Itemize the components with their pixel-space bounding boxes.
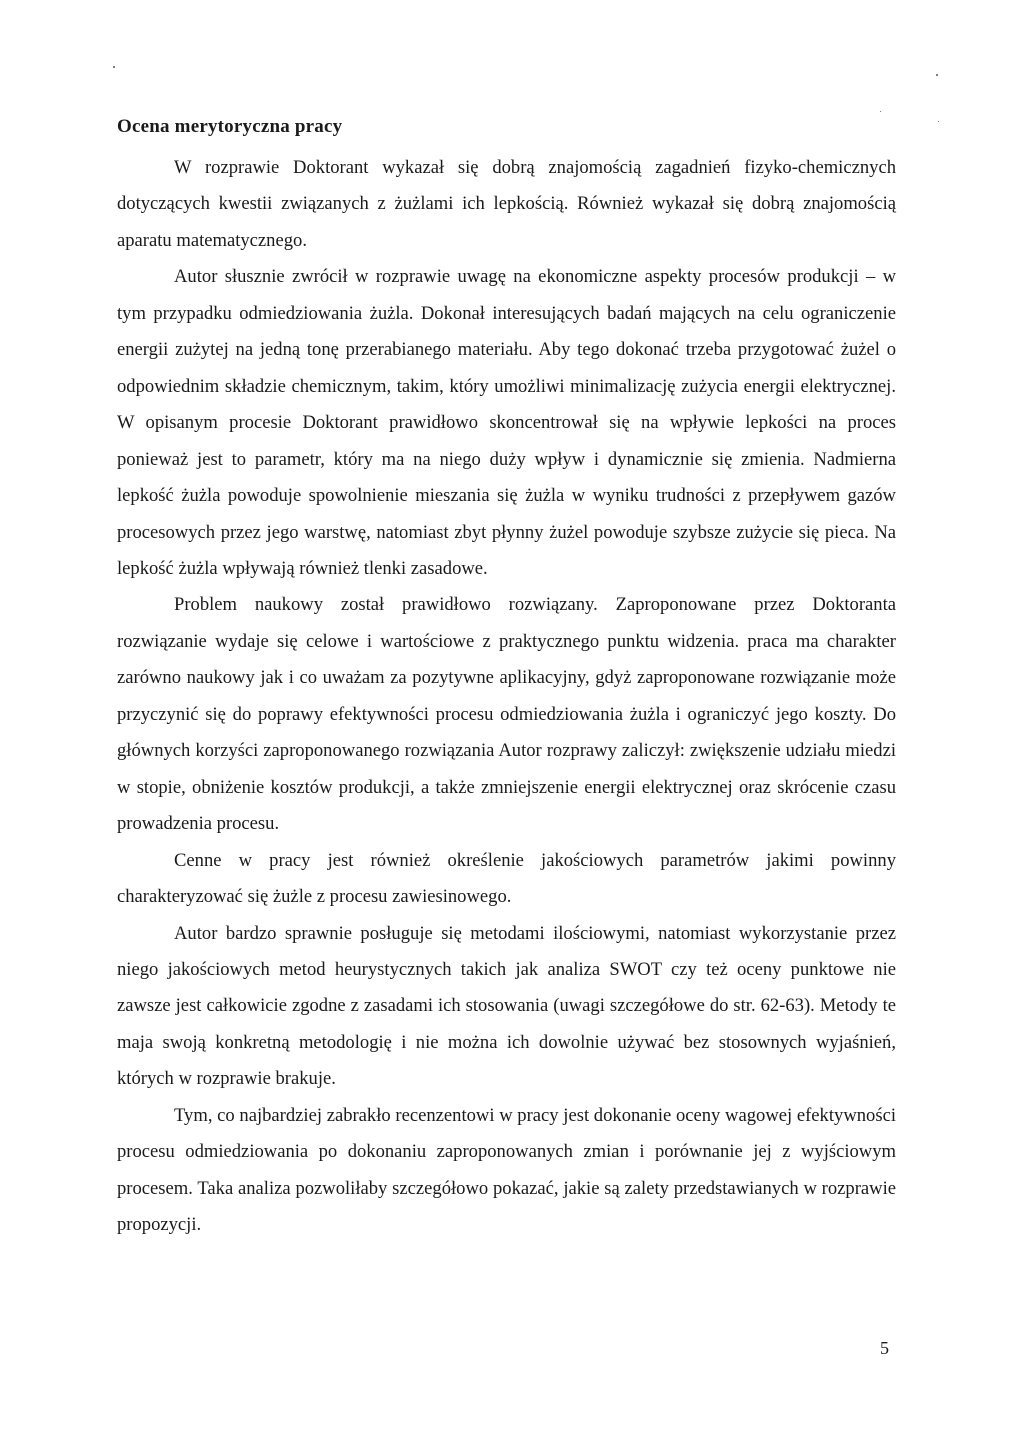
paragraph: Autor słusznie zwrócił w rozprawie uwagę na ekonomiczne aspekty procesów produkcji – w tym przypadku odmiedziowania żużla. Dokonał interesujących badań mających na celu ograniczenie energii zużytej na jedną tonę przerabianego materiału. Aby tego dokonać trzeba przygotować żużel o odpowiednim składzie chemicznym, takim, który umożliwi minimalizację zużycia energii elektrycznej. W opisanym procesie Doktorant prawidłowo skoncentrował się na wpływie lepkości na proces ponieważ jest to parametr, który ma na niego duży wpływ i dynamicznie się zmienia. Nadmierna lepkość żużla powoduje spowolnienie mieszania się żużla w wyniku trudności z przepływem gazów procesowych przez jego warstwę, natomiast zbyt płynny żużel powoduje szybsze zużycie się pieca. Na lepkość żużla wpływają również tlenki zasadowe. xyxy=(117,266,896,579)
paragraph: Problem naukowy został prawidłowo rozwiązany. Zaproponowane przez Doktoranta rozwiązanie wydaje się celowe i wartościowe z praktycznego punktu widzenia. praca ma charakter zarówno naukowy jak i co uważam za pozytywne aplikacyjny, gdyż zaproponowane rozwiązanie może przyczynić się do poprawy efektywności procesu odmiedziowania żużla i ograniczyć jego koszty. Do głównych korzyści zaproponowanego rozwiązania Autor rozprawy zaliczył: zwiększenie udziału miedzi w stopie, obniżenie kosztów produkcji, a także zmniejszenie energii elektrycznej oraz skrócenie czasu prowadzenia procesu. xyxy=(117,594,896,835)
scan-speck xyxy=(880,111,881,112)
section-title: Ocena merytoryczna pracy xyxy=(117,116,343,137)
scan-speck xyxy=(938,121,939,122)
body-text xyxy=(117,150,896,1244)
paragraph: Cenne w pracy jest również określenie jakościowych parametrów jakimi powinny charakteryzować się żużle z procesu zawiesinowego. xyxy=(117,849,896,908)
paragraph: Tym, co najbardziej zabrakło recenzentowi w pracy jest dokonanie oceny wagowej efektywności procesu odmiedziowania po dokonaniu zaproponowanych zmian i porównanie jej z wyjściowym procesem. Taka analiza pozwoliłaby szczegółowo pokazać, jakie są zalety przedstawianych w rozprawie propozycji. xyxy=(117,1104,896,1236)
paragraph: Autor bardzo sprawnie posługuje się metodami ilościowymi, natomiast wykorzystanie przez niego jakościowych metod heurystycznych takich jak analiza SWOT czy też oceny punktowe nie zawsze jest całkowicie zgodne z zasadami ich stosowania (uwagi szczegółowe do str. 62-63). Metody te maja swoją konkretną metodologię i nie można ich dowolnie używać bez stosownych wyjaśnień, których w rozprawie brakuje. xyxy=(117,922,896,1090)
scan-speck xyxy=(936,74,938,76)
page-number: 5 xyxy=(880,1338,889,1358)
scan-speck xyxy=(113,66,115,68)
paragraph: W rozprawie Doktorant wykazał się dobrą znajomością zagadnień fizyko-chemicznych dotyczących kwestii związanych z żużlami ich lepkością. Również wykazał się dobrą znajomością aparatu matematycznego. xyxy=(117,157,896,251)
